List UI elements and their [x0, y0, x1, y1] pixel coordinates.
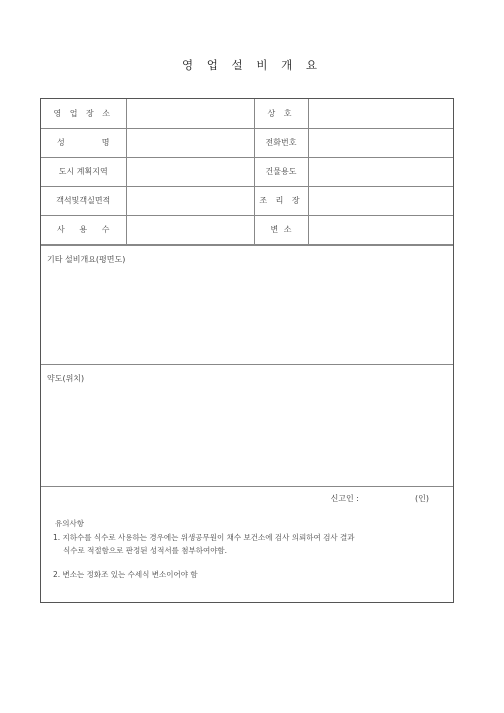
table-row	[41, 128, 453, 157]
value-seating-area[interactable]	[126, 186, 254, 215]
location-map-section[interactable]	[41, 364, 453, 486]
value-trade-name[interactable]	[308, 99, 453, 128]
label-business-location: 영 업 장 소	[41, 99, 126, 128]
note-item-2: 2. 변소는 정화조 있는 수세식 변소이어야 함	[53, 570, 198, 579]
value-building-use[interactable]	[308, 157, 453, 186]
seal-mark: (인)	[415, 494, 429, 503]
notes-heading: 유의사항	[55, 519, 84, 528]
table-row	[41, 215, 453, 244]
info-table	[41, 99, 453, 245]
location-map-label: 약도(위치)	[47, 374, 85, 383]
notes-list	[53, 517, 354, 581]
value-business-location[interactable]	[126, 99, 254, 128]
table-row	[41, 186, 453, 215]
label-building-use: 건물용도	[254, 157, 308, 186]
facility-overview-form	[40, 98, 454, 603]
value-kitchen[interactable]	[308, 186, 453, 215]
label-name: 성 명	[41, 128, 126, 157]
value-toilet[interactable]	[308, 215, 453, 244]
facility-plan-label: 기타 설비개요(평면도)	[47, 255, 126, 264]
label-trade-name: 상 호	[254, 99, 308, 128]
label-seating-area: 객석및객실면적	[41, 186, 126, 215]
notes-section	[41, 486, 453, 602]
value-name[interactable]	[126, 128, 254, 157]
note-item-1: 1. 지하수를 식수로 사용하는 경우에는 위생공무원이 채수 보건소에 검사 의뢰하여 검사 결과	[53, 533, 355, 542]
applicant-label: 신고인 :	[330, 494, 360, 503]
form-title: 영 업 설 비 개 요	[182, 58, 322, 72]
value-phone[interactable]	[308, 128, 453, 157]
value-urban-planning-zone[interactable]	[126, 157, 254, 186]
label-water-usage: 사 용 수	[41, 215, 126, 244]
table-row	[41, 157, 453, 186]
table-row	[41, 99, 453, 128]
applicant-signature	[331, 493, 429, 504]
label-urban-planning-zone: 도시 계획지역	[41, 157, 126, 186]
facility-plan-section[interactable]	[41, 245, 453, 364]
label-toilet: 변 소	[254, 215, 308, 244]
note-item-1-cont: 식수로 적절함으로 판정된 성적서를 첨부하여야함.	[63, 546, 228, 555]
value-water-usage[interactable]	[126, 215, 254, 244]
label-phone: 전화번호	[254, 128, 308, 157]
label-kitchen: 조 리 장	[254, 186, 308, 215]
